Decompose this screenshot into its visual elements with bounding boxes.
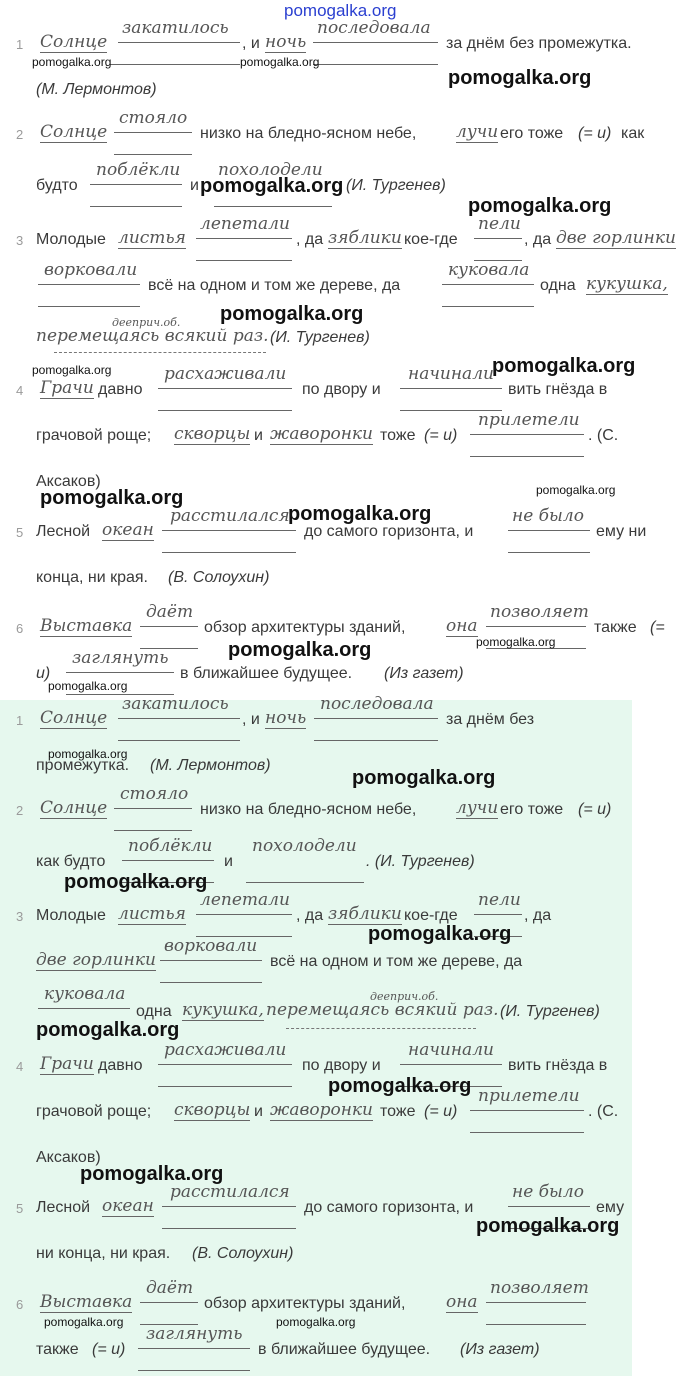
watermark: pomogalka.org: [32, 363, 112, 377]
author: (М. Лермонтов): [150, 757, 271, 774]
predicate: последовала: [320, 694, 434, 714]
text: всё на одном и том же дереве, да: [148, 277, 401, 294]
subject: лучи: [456, 122, 499, 142]
predicate: поблёкли: [96, 160, 181, 180]
participle-phrase: перемещаясь всякий раз.: [36, 326, 269, 346]
text: конца, ни края.: [36, 569, 148, 586]
participle-underline: [54, 352, 266, 353]
predicate-line: [38, 306, 140, 307]
predicate-line: [160, 960, 262, 961]
participle-note: дееприч.об.: [112, 316, 181, 329]
predicate: начинали: [408, 364, 494, 384]
text: по двору и: [302, 1057, 381, 1074]
predicate-line: [314, 740, 438, 741]
predicate: позволяет: [490, 1278, 589, 1298]
watermark: pomogalka.org: [468, 195, 612, 217]
text: (= и): [578, 125, 612, 142]
watermark: pomogalka.org: [276, 1315, 356, 1329]
predicate: похолодели: [218, 160, 323, 180]
predicate: не было: [512, 506, 584, 526]
subject: океан: [102, 1196, 154, 1216]
predicate: начинали: [408, 1040, 494, 1060]
watermark: pomogalka.org: [64, 871, 208, 893]
predicate-line: [160, 982, 262, 983]
text: , и: [242, 711, 260, 728]
watermark: pomogalka.org: [48, 747, 128, 761]
author: (И. Тургенев): [346, 177, 446, 194]
sentence-number: 2: [16, 127, 24, 142]
text: в ближайшее будущее.: [180, 665, 353, 682]
predicate-line: [122, 860, 214, 861]
predicate-line: [114, 132, 192, 133]
predicate-line: [90, 184, 182, 185]
predicate: последовала: [317, 18, 431, 38]
text: ни конца, ни края.: [36, 1245, 171, 1262]
text: кое-где: [404, 907, 458, 924]
predicate: куковала: [448, 260, 530, 280]
subject: Солнце: [40, 32, 108, 52]
subject: Выставка: [40, 616, 133, 636]
text: грачовой роще;: [36, 1103, 152, 1120]
predicate: лепетали: [200, 214, 290, 234]
predicate: прилетели: [478, 410, 580, 430]
predicate-line: [486, 1324, 586, 1325]
watermark: pomogalka.org: [220, 303, 364, 325]
sentence-number: 3: [16, 909, 24, 924]
predicate: заглянуть: [146, 1324, 243, 1344]
predicate-line: [162, 552, 296, 553]
text: тоже: [380, 427, 416, 444]
predicate-line: [66, 672, 174, 673]
author: (В. Солоухин): [168, 569, 270, 586]
text: Молодые: [36, 231, 106, 248]
predicate-line: [442, 284, 534, 285]
watermark: pomogalka.org: [80, 1163, 224, 1185]
subject: зяблики: [328, 228, 402, 248]
predicate: лепетали: [200, 890, 290, 910]
subject: кукушка,: [586, 274, 668, 294]
subject: Солнце: [40, 122, 108, 142]
watermark: pomogalka.org: [200, 175, 344, 197]
predicate: ворковали: [164, 936, 258, 956]
subject: океан: [102, 520, 154, 540]
predicate-line: [400, 1064, 502, 1065]
predicate-line: [470, 1132, 584, 1133]
predicate-line: [140, 1302, 198, 1303]
watermark: pomogalka.org: [328, 1075, 472, 1097]
text: , да: [296, 907, 324, 924]
text: , и: [242, 35, 260, 52]
predicate-line: [508, 1206, 590, 1207]
watermark: pomogalka.org: [284, 1, 397, 20]
subject: Выставка: [40, 1292, 133, 1312]
predicate-line: [196, 238, 292, 239]
subject: листья: [118, 904, 186, 924]
predicate-line: [158, 388, 292, 389]
watermark: pomogalka.org: [240, 55, 320, 69]
text: ему ни: [596, 523, 647, 540]
text: одна: [136, 1003, 172, 1020]
subject: две горлинки: [36, 950, 156, 970]
text: обзор архитектуры зданий,: [204, 619, 406, 636]
text: кое-где: [404, 231, 458, 248]
text: будто: [36, 177, 78, 194]
predicate: закатилось: [122, 694, 229, 714]
predicate-line: [118, 42, 240, 43]
predicate: даёт: [146, 1278, 194, 1298]
text: вить гнёзда в: [508, 1057, 608, 1074]
text: грачовой роще;: [36, 427, 152, 444]
predicate: не было: [512, 1182, 584, 1202]
sentence-number: 1: [16, 713, 24, 728]
predicate: позволяет: [490, 602, 589, 622]
text: Лесной: [36, 523, 91, 540]
predicate-line: [114, 154, 192, 155]
predicate-line: [470, 1110, 584, 1111]
predicate-line: [196, 260, 292, 261]
watermark: pomogalka.org: [48, 679, 128, 693]
watermark: pomogalka.org: [476, 635, 556, 649]
text: как будто: [36, 853, 106, 870]
text: также: [594, 619, 637, 636]
author: (М. Лермонтов): [36, 81, 157, 98]
predicate-line: [486, 1302, 586, 1303]
predicate-line: [470, 456, 584, 457]
text: низко на бледно-ясном небе,: [200, 125, 417, 142]
predicate-line: [38, 1008, 130, 1009]
text: и: [254, 1103, 263, 1120]
author: . (И. Тургенев): [366, 853, 475, 870]
subject: жаворонки: [270, 424, 374, 444]
text: вить гнёзда в: [508, 381, 608, 398]
predicate: заглянуть: [72, 648, 169, 668]
predicate-line: [486, 626, 586, 627]
text: до самого горизонта, и: [304, 523, 474, 540]
watermark: pomogalka.org: [288, 503, 432, 525]
predicate: куковала: [44, 984, 126, 1004]
predicate-line: [508, 552, 590, 553]
predicate-line: [162, 1228, 296, 1229]
predicate: стояло: [119, 108, 188, 128]
text: . (С.: [588, 1103, 619, 1120]
predicate-line: [158, 410, 292, 411]
predicate: поблёкли: [128, 836, 213, 856]
text: (= и): [424, 1103, 458, 1120]
text: Аксаков): [36, 473, 101, 490]
predicate-line: [118, 740, 240, 741]
author: (Из газет): [384, 665, 464, 682]
subject: скворцы: [174, 1100, 251, 1120]
predicate-line: [110, 64, 240, 65]
predicate-line: [246, 882, 364, 883]
predicate-line: [38, 284, 140, 285]
predicate-line: [140, 626, 198, 627]
watermark: pomogalka.org: [40, 487, 184, 509]
sentence-number: 6: [16, 621, 24, 636]
predicate: пели: [478, 890, 521, 910]
predicate-line: [118, 718, 240, 719]
predicate-line: [314, 718, 438, 719]
subject: скворцы: [174, 424, 251, 444]
watermark: pomogalka.org: [228, 639, 372, 661]
text: обзор архитектуры зданий,: [204, 1295, 406, 1312]
predicate-line: [474, 238, 522, 239]
text: , да: [296, 231, 324, 248]
predicate: ворковали: [44, 260, 138, 280]
participle-phrase: перемещаясь всякий раз.: [266, 1000, 499, 1020]
watermark: pomogalka.org: [352, 767, 496, 789]
author: (И. Тургенев): [500, 1003, 600, 1020]
text: за днём без промежутка.: [446, 35, 632, 52]
text: и: [224, 853, 233, 870]
predicate: прилетели: [478, 1086, 580, 1106]
subject: две горлинки: [556, 228, 676, 248]
watermark: pomogalka.org: [536, 483, 616, 497]
watermark: pomogalka.org: [44, 1315, 124, 1329]
text: (= и): [424, 427, 458, 444]
predicate-line: [470, 434, 584, 435]
text: Молодые: [36, 907, 106, 924]
text: его тоже: [500, 801, 564, 818]
sentence-number: 6: [16, 1297, 24, 1312]
watermark: pomogalka.org: [32, 55, 112, 69]
text: его тоже: [500, 125, 564, 142]
predicate-line: [400, 388, 502, 389]
watermark: pomogalka.org: [368, 923, 512, 945]
predicate: расхаживали: [164, 364, 287, 384]
subject: ночь: [265, 708, 307, 728]
sentence-number: 4: [16, 1059, 24, 1074]
text: и): [36, 665, 51, 682]
text: до самого горизонта, и: [304, 1199, 474, 1216]
text: как: [621, 125, 645, 142]
predicate-line: [138, 1348, 250, 1349]
sentence-number: 3: [16, 233, 24, 248]
text: за днём без: [446, 711, 535, 728]
watermark: pomogalka.org: [448, 67, 592, 89]
text: ему: [596, 1199, 625, 1216]
sentence-number: 2: [16, 803, 24, 818]
subject: листья: [118, 228, 186, 248]
predicate-line: [196, 914, 292, 915]
text: давно: [98, 381, 143, 398]
predicate: расхаживали: [164, 1040, 287, 1060]
predicate: стояло: [120, 784, 189, 804]
text: . (С.: [588, 427, 619, 444]
subject: Солнце: [40, 708, 108, 728]
text: по двору и: [302, 381, 381, 398]
subject: она: [446, 1292, 478, 1312]
text: (= и): [92, 1341, 126, 1358]
watermark: pomogalka.org: [492, 355, 636, 377]
text: (= и): [578, 801, 612, 818]
subject: жаворонки: [270, 1100, 374, 1120]
sentence-number: 5: [16, 1201, 24, 1216]
subject: кукушка,: [182, 1000, 264, 1020]
participle-underline: [286, 1028, 476, 1029]
participle-note: дееприч.об.: [370, 990, 439, 1003]
predicate: пели: [478, 214, 521, 234]
predicate: похолодели: [252, 836, 357, 856]
predicate-line: [138, 1370, 250, 1371]
sentence-number: 4: [16, 383, 24, 398]
predicate-line: [508, 530, 590, 531]
text: , да: [524, 231, 552, 248]
subject: Грачи: [40, 378, 94, 398]
text: (=: [650, 619, 665, 636]
predicate-line: [313, 42, 438, 43]
text: одна: [540, 277, 576, 294]
predicate: расстилался: [170, 506, 290, 526]
predicate-line: [90, 206, 182, 207]
text: и: [254, 427, 263, 444]
predicate-line: [162, 530, 296, 531]
predicate-line: [442, 306, 534, 307]
text: тоже: [380, 1103, 416, 1120]
text: Лесной: [36, 1199, 91, 1216]
predicate-line: [158, 1064, 292, 1065]
sentence-number: 5: [16, 525, 24, 540]
text: промежутка.: [36, 757, 130, 774]
subject: лучи: [456, 798, 499, 818]
subject: зяблики: [328, 904, 402, 924]
text: Аксаков): [36, 1149, 101, 1166]
text: также: [36, 1341, 79, 1358]
predicate-line: [313, 64, 438, 65]
text: , да: [524, 907, 552, 924]
author: (И. Тургенев): [270, 329, 370, 346]
predicate: закатилось: [122, 18, 229, 38]
subject: ночь: [265, 32, 307, 52]
subject: она: [446, 616, 478, 636]
text: в ближайшее будущее.: [258, 1341, 431, 1358]
predicate-line: [114, 830, 192, 831]
predicate-line: [114, 808, 192, 809]
predicate-line: [214, 206, 332, 207]
text: низко на бледно-ясном небе,: [200, 801, 417, 818]
predicate: даёт: [146, 602, 194, 622]
subject: Солнце: [40, 798, 108, 818]
text: и: [190, 177, 199, 194]
text: давно: [98, 1057, 143, 1074]
predicate-line: [162, 1206, 296, 1207]
predicate-line: [474, 914, 522, 915]
author: (Из газет): [460, 1341, 540, 1358]
watermark: pomogalka.org: [476, 1215, 620, 1237]
predicate: расстилался: [170, 1182, 290, 1202]
predicate-line: [158, 1086, 292, 1087]
author: (В. Солоухин): [192, 1245, 294, 1262]
text: всё на одном и том же дереве, да: [270, 953, 523, 970]
subject: Грачи: [40, 1054, 94, 1074]
sentence-number: 1: [16, 37, 24, 52]
watermark: pomogalka.org: [36, 1019, 180, 1041]
